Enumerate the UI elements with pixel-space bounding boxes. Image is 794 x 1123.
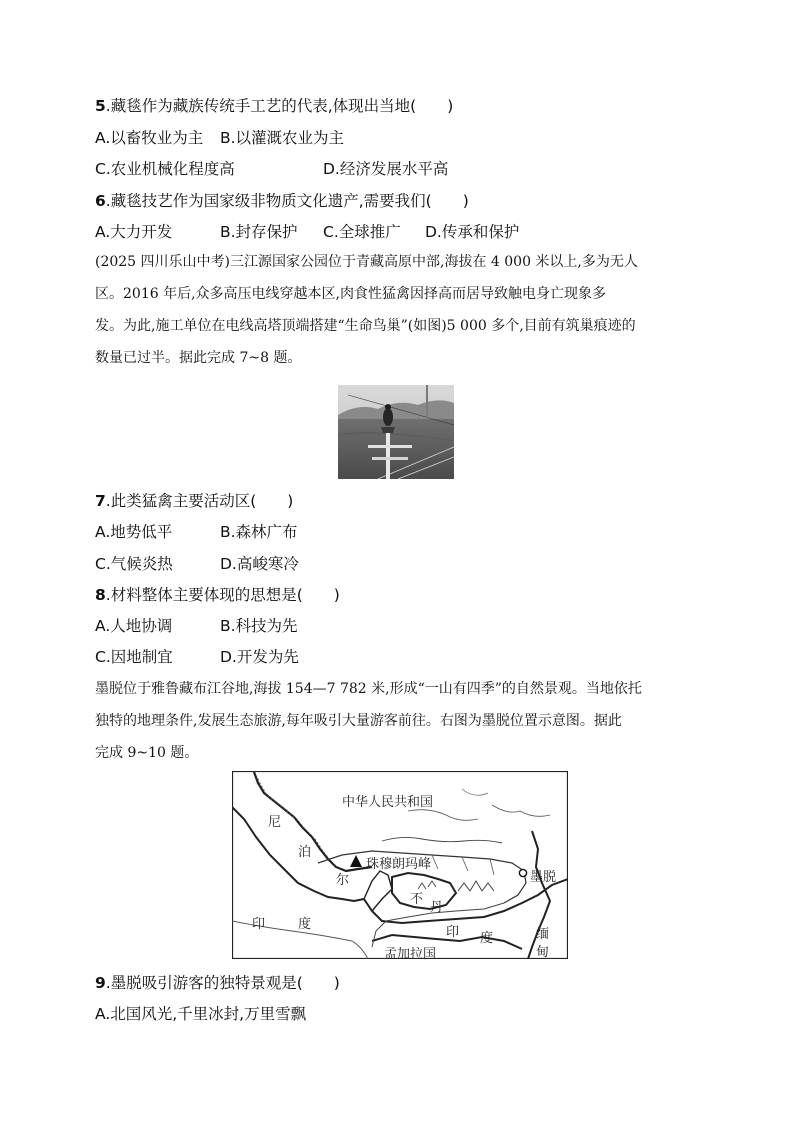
passage-sanjiangyuan [95, 246, 705, 374]
passage-line: 墨脱位于雅鲁藏布江谷地,海拔 154—7 782 米,形成“一山有四季”的自然景观。当地依托 [95, 681, 642, 697]
option-a: A.地势低平 [95, 523, 173, 541]
option-a: A.大力开发 [95, 223, 173, 241]
option-d: D.经济发展水平高 [323, 160, 449, 178]
option-a: A.北国风光,千里冰封,万里雪飘 [95, 1005, 307, 1023]
passage-motuo [95, 673, 705, 769]
option-b: B.以灌溉农业为主 [220, 129, 345, 147]
option-c: C.因地制宜 [95, 648, 173, 666]
question-9-stem: 9.墨脱吸引游客的独特景观是( ) [95, 974, 340, 992]
question-5-stem: 5.藏毯作为藏族传统手工艺的代表,体现出当地( ) [95, 97, 454, 115]
map-label-bhutan-1: 不 [410, 892, 424, 907]
question-number: 9 [95, 974, 106, 992]
map-label-nepal-3: 尔 [336, 873, 350, 888]
passage-line: 区。2016 年后,众多高压电线穿越本区,肉食性猛禽因择高而居导致触电身亡现象多 [95, 286, 606, 302]
map-label-india-right-2: 度 [480, 931, 494, 946]
question-8-stem: 8.材料整体主要体现的思想是( ) [95, 586, 340, 604]
motuo-location-map [232, 771, 568, 962]
question-6-stem: 6.藏毯技艺作为国家级非物质文化遗产,需要我们( ) [95, 192, 469, 210]
option-d: D.开发为先 [220, 648, 299, 666]
option-b: B.封存保护 [220, 223, 298, 241]
question-number: 5 [95, 97, 106, 115]
map-label-motuo: 墨脱 [530, 870, 557, 885]
map-label-china: 中华人民共和国 [342, 795, 434, 810]
map-label-nepal-1: 尼 [268, 815, 282, 830]
question-number: 6 [95, 192, 106, 210]
option-c: C.气候炎热 [95, 555, 173, 573]
option-b: B.科技为先 [220, 617, 298, 635]
option-b: B.森林广布 [220, 523, 298, 541]
map-label-india-left-2: 度 [298, 917, 312, 932]
option-d: D.传承和保护 [425, 223, 520, 241]
map-label-bhutan-2: 丹 [430, 900, 444, 915]
map-label-nepal-2: 泊 [298, 845, 312, 860]
map-label-myanmar-2: 甸 [536, 945, 550, 960]
passage-line: 数量已过半。据此完成 7~8 题。 [95, 350, 302, 366]
passage-line: 完成 9~10 题。 [95, 745, 199, 761]
passage-line: 发。为此,施工单位在电线高塔顶端搭建“生命鸟巢”(如图)5 000 多个,目前有筑巢痕迹的 [95, 318, 636, 334]
map-label-everest: 珠穆朗玛峰 [366, 857, 432, 872]
map-label-bangladesh: 孟加拉国 [384, 947, 437, 962]
option-c: C.农业机械化程度高 [95, 160, 235, 178]
passage-line: (2025 四川乐山中考)三江源国家公园位于青藏高原中部,海拔在 4 000 米以上,多为无人 [95, 254, 638, 270]
option-d: D.高峻寒冷 [220, 555, 299, 573]
option-c: C.全球推广 [323, 223, 401, 241]
option-a: A.人地协调 [95, 617, 173, 635]
map-label-myanmar-1: 缅 [536, 927, 550, 942]
map-label-india-right-1: 印 [446, 925, 460, 940]
passage-line: 独特的地理条件,发展生态旅游,每年吸引大量游客前往。右图为墨脱位置示意图。据此 [95, 713, 622, 729]
question-7-stem: 7.此类猛禽主要活动区( ) [95, 492, 294, 510]
option-a: A.以畜牧业为主 [95, 129, 204, 147]
bird-nest-photo [338, 385, 454, 479]
question-number: 8 [95, 586, 106, 604]
question-number: 7 [95, 492, 106, 510]
map-label-india-left-1: 印 [252, 917, 266, 932]
